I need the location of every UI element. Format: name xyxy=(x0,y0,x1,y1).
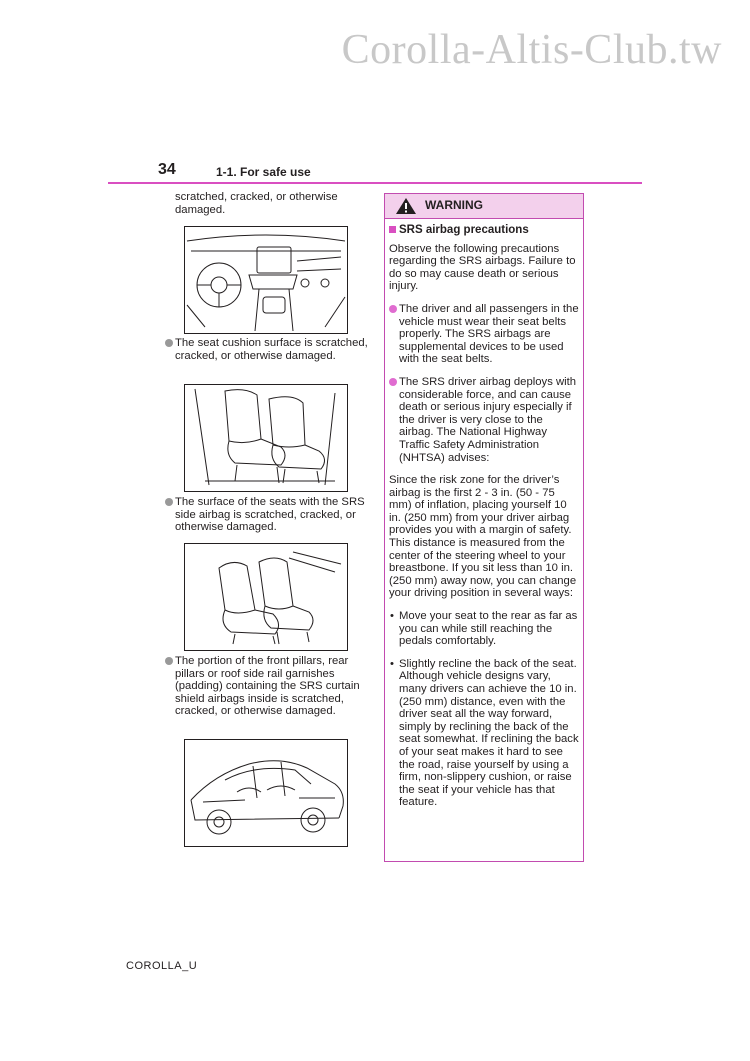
warning-paragraph: Since the risk zone for the driver’s airbag is the first 2 - 3 in. (50 - 75 mm) of inflation, placing yourself 10 in. (250 mm) from your driver airbag provides you with a margin of safety. This distance is measured from the center of the steering wheel to your breastbone. If you sit less than 10 in. (250 mm) away now, you can change your driving position in several ways: xyxy=(389,474,577,600)
bullet-dot xyxy=(389,378,397,386)
bullet-seat-cushion xyxy=(165,337,375,362)
page-header xyxy=(158,161,311,179)
warning-item-recline-seat xyxy=(389,658,579,809)
item-text: Move your seat to the rear as far as you can while still reaching the pedals comfortably. xyxy=(399,610,578,648)
bullet-text: The seat cushion surface is scratched, cracked, or otherwise damaged. xyxy=(175,337,368,362)
bullet-dot xyxy=(165,498,173,506)
section-title: 1-1. For safe use xyxy=(216,165,311,179)
warning-subtitle xyxy=(389,224,579,237)
warning-header xyxy=(385,194,583,219)
item-text: Slightly recline the back of the seat. Although vehicle designs vary, many drivers can achieve the 10 in. (250 mm) distance, even with the driver seat all the way forward, simply by reclining the back of the seat somewhat. If reclining the back of your seat makes it hard to see the road, raise yourself by using a firm, non-slippery cushion, or raise the seat if your vehicle has that feature. xyxy=(399,657,579,809)
warning-intro: Observe the following precautions regarding the SRS airbags. Failure to do so may cause death or serious injury. xyxy=(389,242,576,293)
side-airbag-seat-illustration xyxy=(184,543,348,651)
seat-cushion-illustration xyxy=(184,384,348,492)
lead-text: scratched, cracked, or otherwise damaged. xyxy=(175,191,338,216)
bullet-text: The surface of the seats with the SRS side airbag is scratched, cracked, or otherwise damaged. xyxy=(175,496,365,534)
warning-box xyxy=(384,193,584,862)
page-number: 34 xyxy=(158,161,176,178)
bullet-dot xyxy=(165,657,173,665)
warning-bullet-driver-airbag xyxy=(389,376,579,464)
footer-label: COROLLA_U xyxy=(126,960,198,972)
curtain-airbag-car-illustration xyxy=(184,739,348,847)
bullet-text: The portion of the front pillars, rear pillars or roof side rail garnishes (padding) containing the SRS curtain shield airbags inside is scratched, cracked, or otherwise damaged. xyxy=(175,655,360,718)
warning-body xyxy=(385,219,583,809)
bullet-text: The driver and all passengers in the vehicle must wear their seat belts properly. The SRS airbags are supplemental devices to be used with the seat belts. xyxy=(399,302,579,366)
list-marker: • xyxy=(390,610,394,623)
magenta-square-icon xyxy=(389,226,396,233)
warning-subtitle-text: SRS airbag precautions xyxy=(399,224,529,236)
bullet-seat-side-airbag xyxy=(165,496,375,534)
bullet-pillars xyxy=(165,655,375,718)
warning-item-move-seat xyxy=(389,610,579,648)
list-marker: • xyxy=(390,657,394,670)
watermark: Corolla-Altis-Club.tw xyxy=(341,27,722,73)
warning-bullet-seatbelts xyxy=(389,303,579,366)
header-rule xyxy=(108,182,642,184)
warning-title: WARNING xyxy=(425,198,483,212)
warning-triangle-icon xyxy=(395,197,417,220)
bullet-text: The SRS driver airbag deploys with considerable force, and can cause death or serious injury especially if the driver is very close to the airbag. The National Highway Traffic Safety Administration (NHTSA) advises: xyxy=(399,375,577,464)
bullet-dot xyxy=(165,339,173,347)
dashboard-illustration xyxy=(184,226,348,334)
bullet-dot xyxy=(389,305,397,313)
